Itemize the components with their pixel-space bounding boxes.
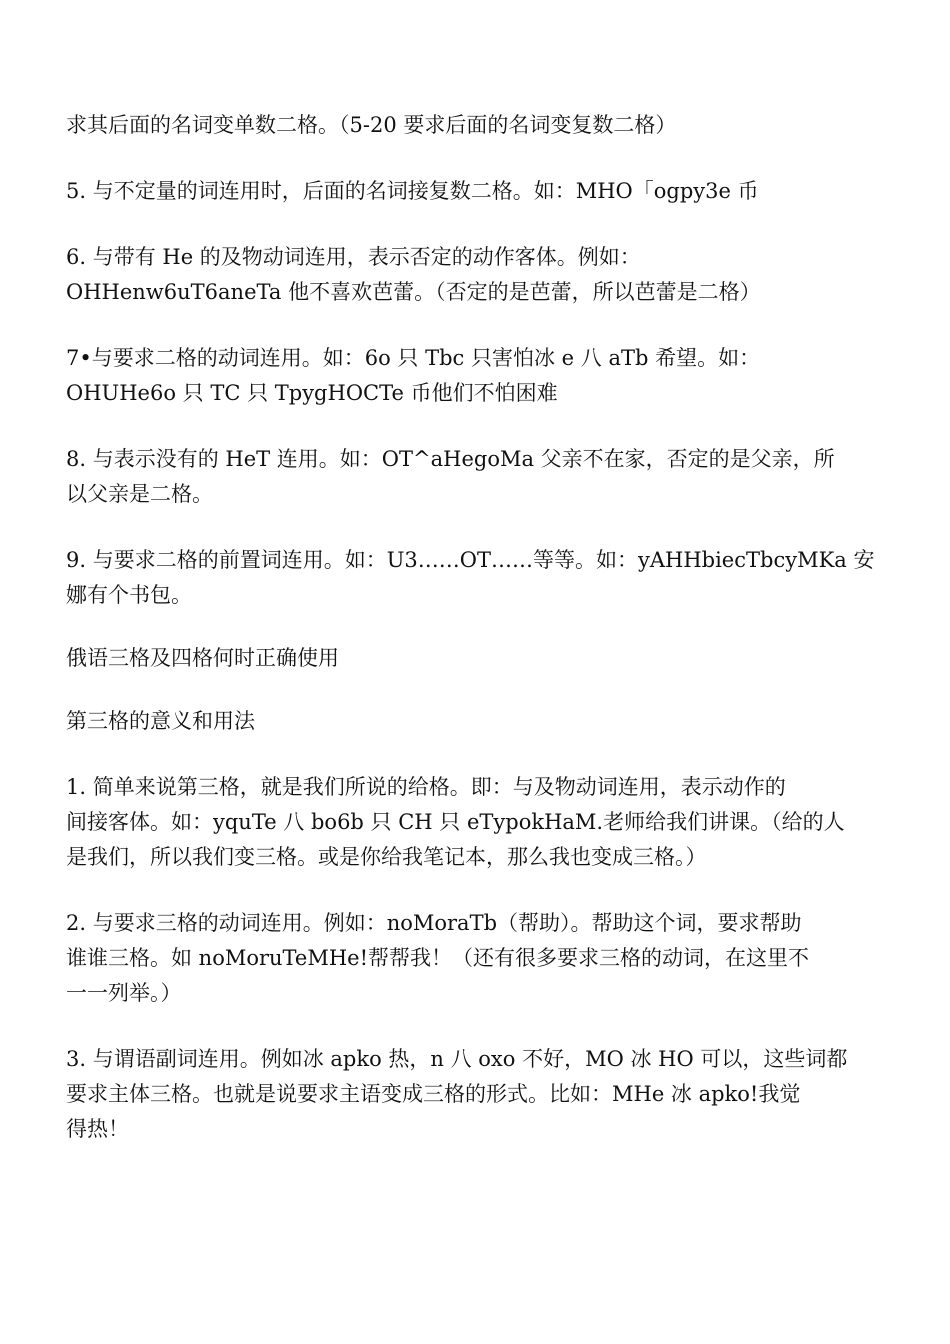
text-line: 求其后面的名词变单数二格。（5-20 要求后面的名词变复数二格） [66, 113, 677, 137]
paragraph-item-6 [66, 240, 884, 310]
paragraph-dative-item-1 [66, 770, 884, 875]
section-heading-dative-accusative [66, 641, 884, 676]
paragraph-dative-item-3 [66, 1042, 884, 1147]
section-heading-dative-usage [66, 704, 884, 739]
text-line: 5. 与不定量的词连用时，后面的名词接复数二格。如：MHO「ogpy3e 币 [66, 179, 759, 203]
paragraph-item-5 [66, 174, 884, 209]
text-line: 以父亲是二格。 [66, 482, 213, 506]
text-line: 3. 与谓语副词连用。例如冰 apko 热，n 八 oxo 不好，MO 冰 HO 可以，这些词都 [66, 1047, 848, 1071]
text-line: 娜有个书包。 [66, 583, 192, 607]
text-line: 谁谁三格。如 noMoruTeMHe!帮帮我！（还有很多要求三格的动词，在这里不 [66, 946, 810, 970]
paragraph-item-8 [66, 442, 884, 512]
text-line: 得热！ [66, 1117, 129, 1141]
text-line: 间接客体。如：yquTe 八 bo6b 只 CH 只 eTypokHaM.老师给我们讲课。（给的人 [66, 810, 845, 834]
text-line: 6. 与带有 He 的及物动词连用，表示否定的动作客体。例如： [66, 245, 641, 269]
text-line: 9. 与要求二格的前置词连用。如：U3……OT……等等。如：yAHHbiecTbcyMKa 安 [66, 548, 875, 572]
text-line: 一一列举。） [66, 981, 182, 1005]
text-line: 第三格的意义和用法 [66, 709, 255, 733]
paragraph-dative-item-2 [66, 906, 884, 1011]
paragraph-item-9 [66, 543, 884, 613]
text-line: 2. 与要求三格的动词连用。例如：noMoraTb（帮助）。帮助这个词，要求帮助 [66, 911, 802, 935]
text-line: 8. 与表示没有的 HeT 连用。如：OT^aHegoMa 父亲不在家，否定的是父亲，所 [66, 447, 835, 471]
paragraph-genitive-plural-note [66, 108, 884, 143]
text-line: 1. 简单来说第三格，就是我们所说的给格。即：与及物动词连用，表示动作的 [66, 775, 786, 799]
text-line: 7•与要求二格的动词连用。如：6o 只 Tbc 只害怕冰 e 八 aTb 希望。如： [66, 346, 761, 370]
text-line: OHUHe6o 只 TC 只 TpygHOCTe 币他们不怕困难 [66, 381, 558, 405]
text-line: 要求主体三格。也就是说要求主语变成三格的形式。比如：MHe 冰 apko!我觉 [66, 1082, 801, 1106]
text-line: 是我们，所以我们变三格。或是你给我笔记本，那么我也变成三格。） [66, 845, 707, 869]
text-line: OHHenw6uT6aneTa 他不喜欢芭蕾。（否定的是芭蕾，所以芭蕾是二格） [66, 280, 761, 304]
text-line: 俄语三格及四格何时正确使用 [66, 646, 339, 670]
paragraph-item-7 [66, 341, 884, 411]
